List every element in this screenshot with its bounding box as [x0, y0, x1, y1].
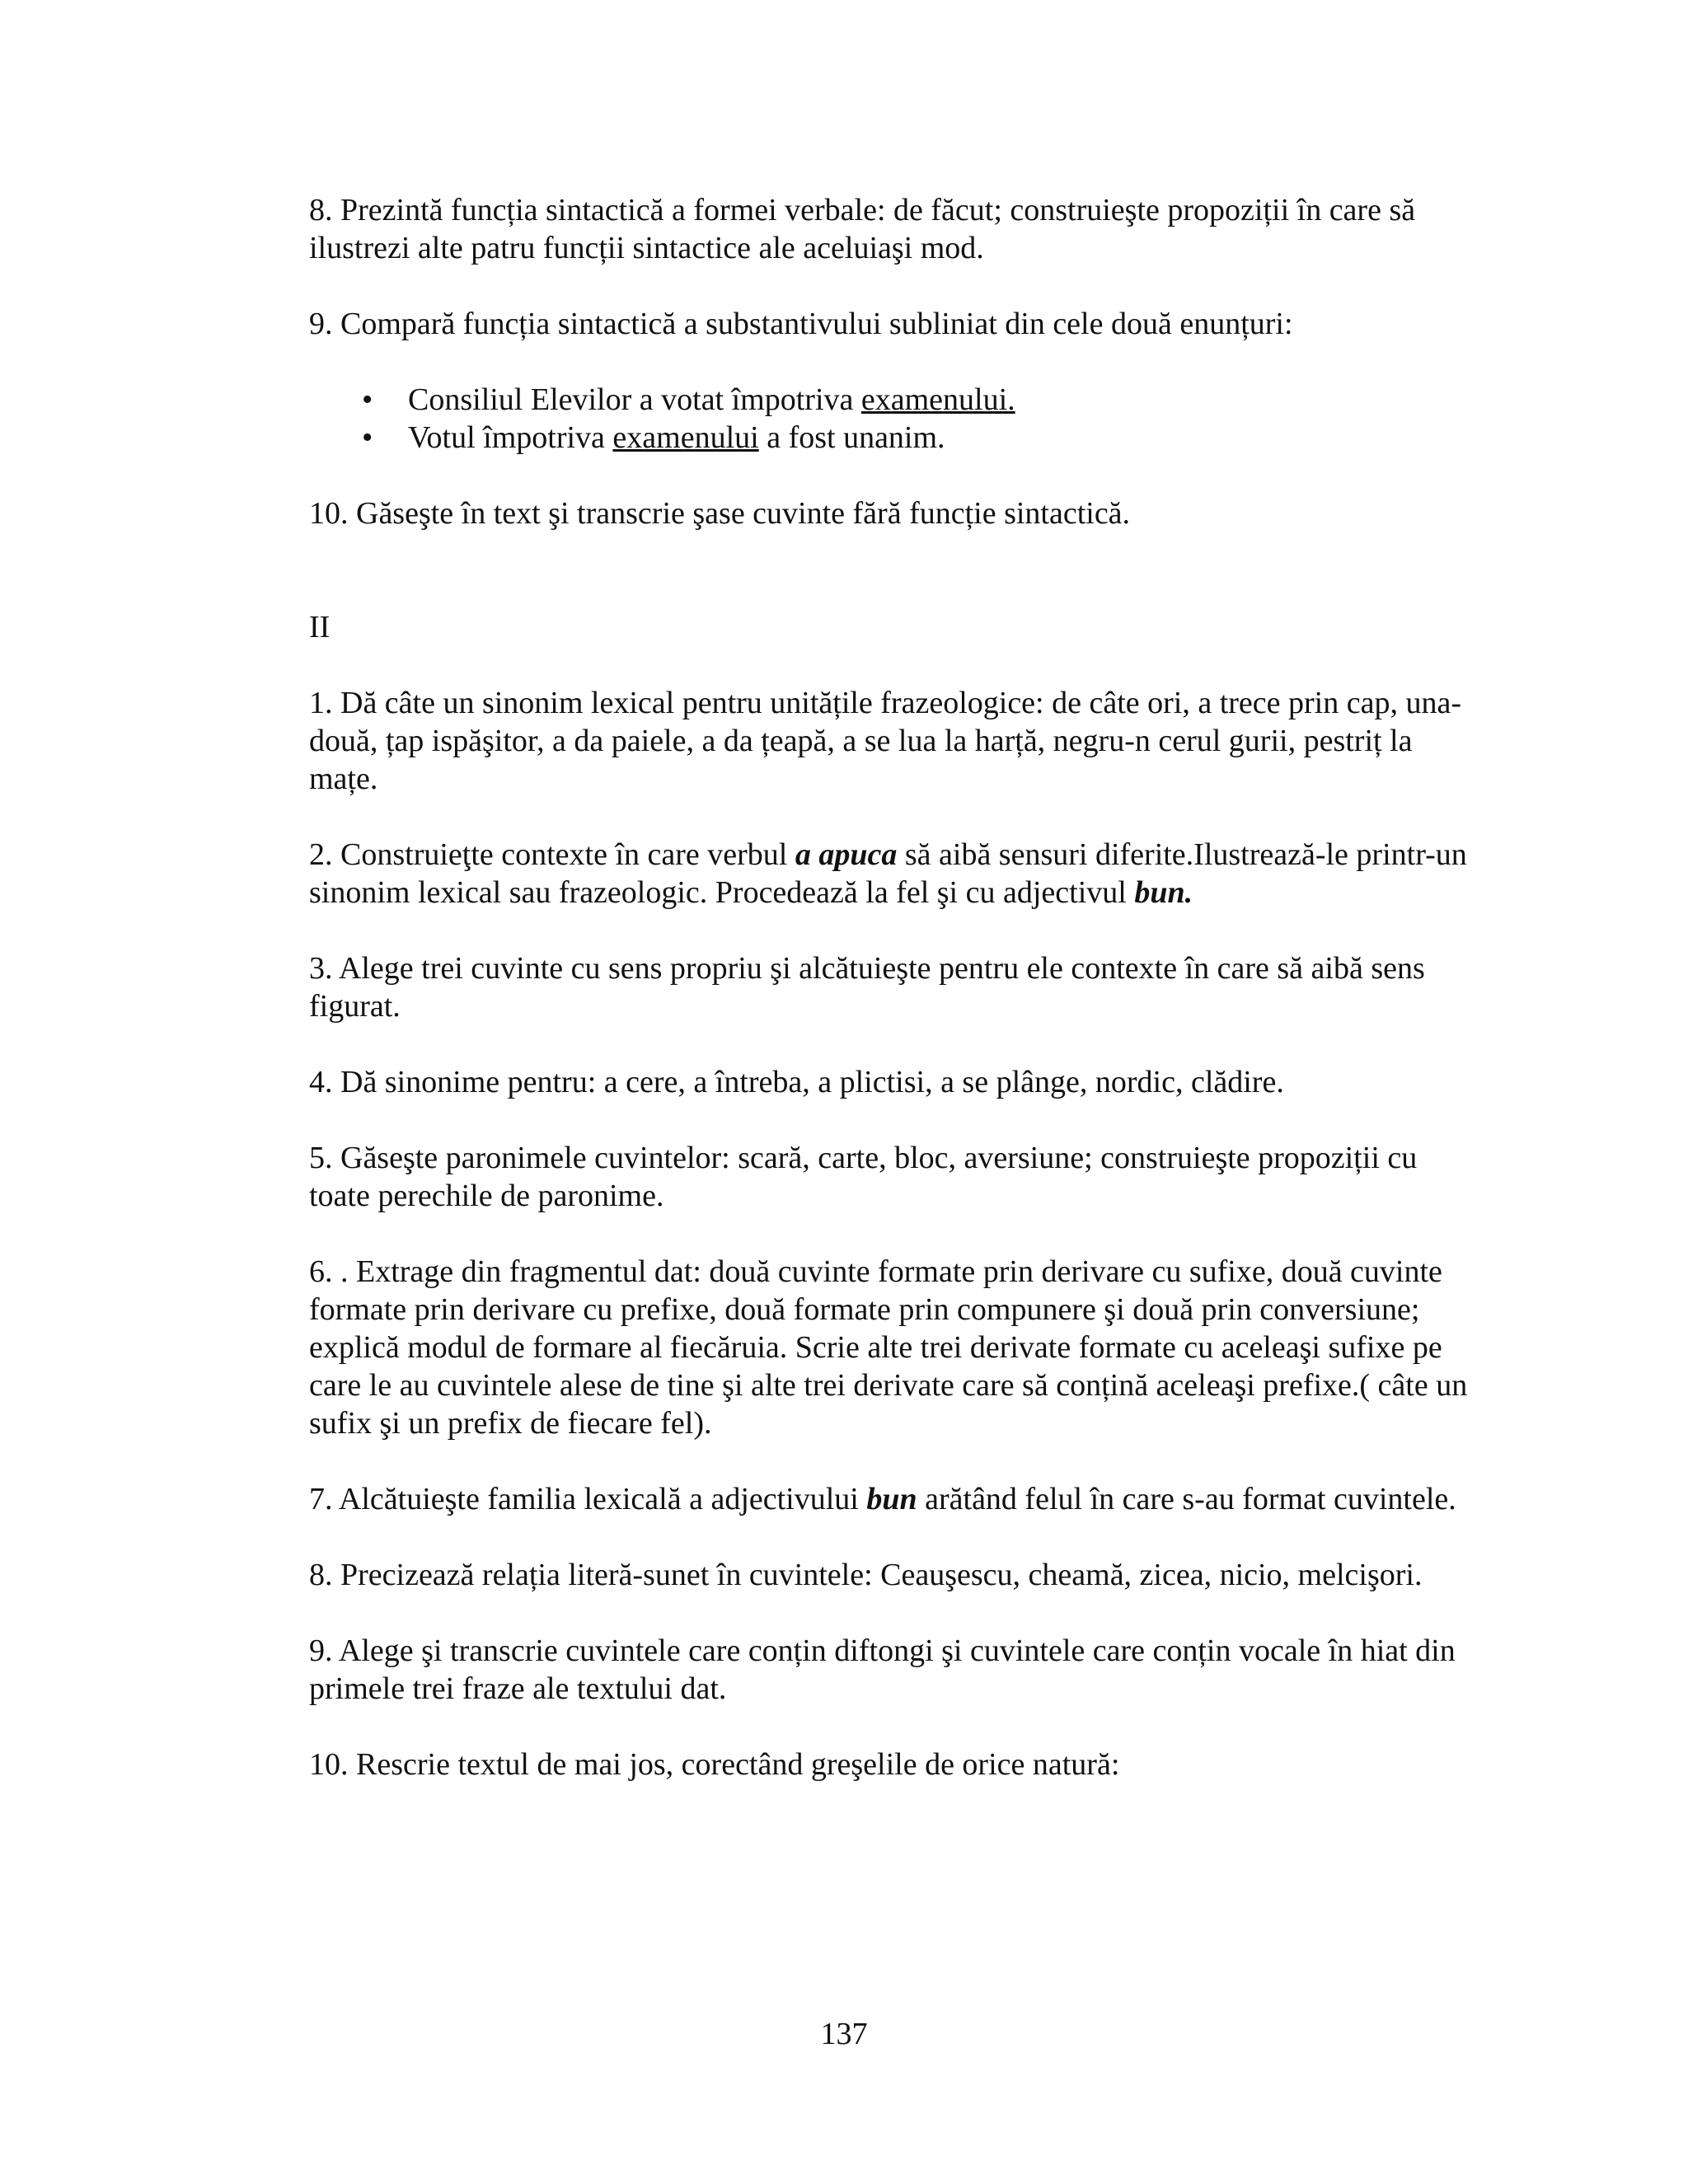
item-text: să aibă sensuri diferite.Ilustrează-le printr-un sinonim lexical sau frazeologic. Procedează la fel şi cu adjectivul: [309, 837, 1467, 910]
section2-item-2: [309, 836, 1479, 912]
emphasized-word: bun.: [1134, 875, 1193, 910]
example-sentence-2: [359, 419, 1479, 457]
section2-item-10: 10. Rescrie textul de mai jos, corectând greşelile de orice natură:: [309, 1747, 1120, 1782]
sentence-text: Consiliul Elevilor a votat împotriva: [408, 382, 861, 417]
exercise-item-8: 8. Prezintă funcția sintactică a formei verbale: de făcut; construieşte propoziții în care să ilustrezi alte patru funcții sintactice ale aceluiaşi mod.: [309, 193, 1416, 265]
exercise-item-9: 9. Compară funcția sintactică a substantivului subliniat din cele două enunțuri:: [309, 307, 1293, 341]
section2-item-7: [309, 1480, 1479, 1518]
bullet-icon: •: [362, 420, 373, 455]
section2-item-3: 3. Alege trei cuvinte cu sens propriu şi alcătuieşte pentru ele contexte în care să aibă sens figurat.: [309, 951, 1425, 1024]
emphasized-word: bun: [866, 1482, 917, 1516]
section2-item-8: 8. Precizează relația literă-sunet în cuvintele: Ceauşescu, cheamă, zicea, nicio, melcişori.: [309, 1558, 1423, 1592]
section2-item-6: 6. . Extrage din fragmentul dat: două cuvinte formate prin derivare cu sufixe, două cuvinte formate prin derivare cu prefixe, două formate prin compunere şi două prin conversiune; explică modul de formare al fiecăruia. Scrie alte trei derivate formate cu aceleaşi sufixe pe care le au cuvintele alese de tine şi alte trei derivate care să conțină aceleaşi prefixe.( câte un sufix şi un prefix de fiecare fel).: [309, 1254, 1468, 1441]
emphasized-word: a apuca: [795, 837, 898, 872]
sentence-text: Votul împotriva: [408, 420, 613, 455]
section-heading: II: [309, 610, 331, 644]
item-text: 7. Alcătuieşte familia lexicală a adjectivului: [309, 1482, 867, 1516]
section2-item-9: 9. Alege şi transcrie cuvintele care conțin diftongi şi cuvintele care conțin vocale în hiat din primele trei fraze ale textului dat.: [309, 1633, 1456, 1706]
section2-item-1: 1. Dă câte un sinonim lexical pentru unitățile frazeologice: de câte ori, a trece prin cap, una-două, țap ispăşitor, a da paiele, a da țeapă, a se lua la harță, negru-n cerul gurii, pestriț la mațe.: [309, 686, 1461, 796]
section2-item-4: 4. Dă sinonime pentru: a cere, a întreba, a plictisi, a se plânge, nordic, clădire.: [309, 1065, 1284, 1099]
sentence-text-end: a fost unanim.: [758, 420, 945, 455]
bullet-icon: •: [362, 382, 373, 417]
example-sentences-list: [309, 381, 1479, 457]
item-text: arătând felul în care s-au format cuvintele.: [917, 1482, 1456, 1516]
section2-item-5: 5. Găseşte paronimele cuvintelor: scară, carte, bloc, aversiune; construieşte propoziții cu toate perechile de paronime.: [309, 1141, 1418, 1213]
example-sentence-1: [359, 381, 1479, 419]
underlined-noun: examenului.: [860, 382, 1015, 417]
exercise-item-10: 10. Găseşte în text şi transcrie şase cuvinte fără funcție sintactică.: [309, 496, 1131, 531]
item-text: 2. Construieţte contexte în care verbul: [309, 837, 795, 872]
underlined-noun: examenului: [612, 420, 759, 455]
page-content: [309, 191, 1479, 1821]
page-number: 137: [820, 2017, 868, 2051]
